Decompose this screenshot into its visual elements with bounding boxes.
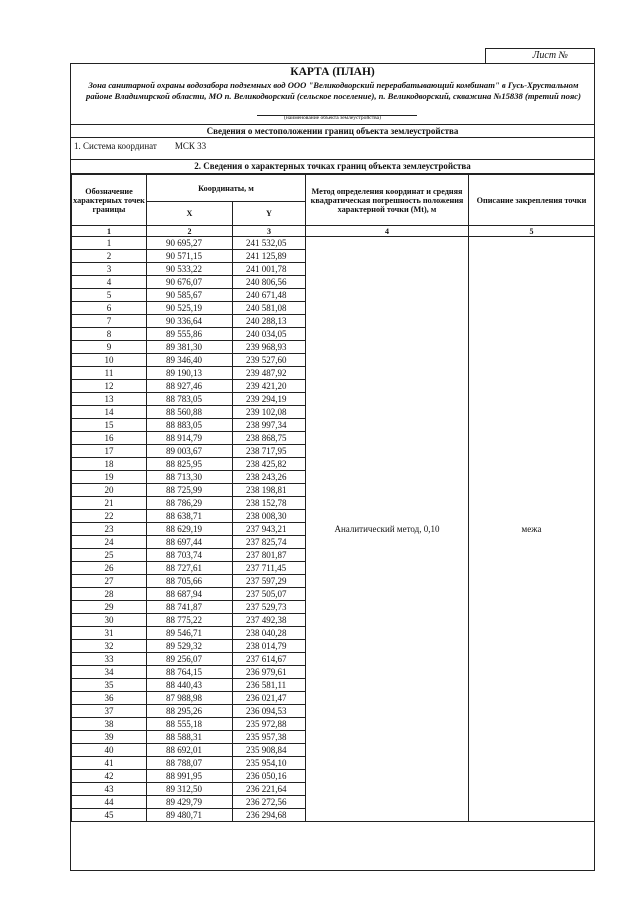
y-coordinate: 236 221,64 — [233, 783, 306, 796]
x-coordinate: 87 988,98 — [147, 692, 233, 705]
table-row — [72, 237, 595, 250]
fixing-cell: межа — [469, 237, 595, 822]
point-number: 26 — [72, 562, 147, 575]
x-coordinate: 88 692,01 — [147, 744, 233, 757]
x-coordinate: 89 429,79 — [147, 796, 233, 809]
point-number: 9 — [72, 341, 147, 354]
column-number: 4 — [306, 226, 469, 237]
point-number: 2 — [72, 250, 147, 263]
y-coordinate: 236 581,11 — [233, 679, 306, 692]
point-number: 25 — [72, 549, 147, 562]
point-number: 20 — [72, 484, 147, 497]
section1-heading: Сведения о местоположении границ объекта землеустройства — [71, 124, 594, 138]
point-number: 16 — [72, 432, 147, 445]
x-coordinate: 89 529,32 — [147, 640, 233, 653]
y-coordinate: 239 421,20 — [233, 380, 306, 393]
y-coordinate: 237 801,87 — [233, 549, 306, 562]
point-number: 22 — [72, 510, 147, 523]
x-coordinate: 88 825,95 — [147, 458, 233, 471]
point-number: 32 — [72, 640, 147, 653]
y-coordinate: 236 979,61 — [233, 666, 306, 679]
x-coordinate: 89 003,67 — [147, 445, 233, 458]
x-coordinate: 88 725,99 — [147, 484, 233, 497]
x-coordinate: 88 560,88 — [147, 406, 233, 419]
header-fixing: Описание закрепления точки — [469, 175, 595, 226]
point-number: 5 — [72, 289, 147, 302]
point-number: 11 — [72, 367, 147, 380]
point-number: 19 — [72, 471, 147, 484]
coord-system-value: МСК 33 — [174, 141, 207, 151]
point-number: 28 — [72, 588, 147, 601]
y-coordinate: 237 597,29 — [233, 575, 306, 588]
section2-heading: 2. Сведения о характерных точках границ объекта землеустройства — [71, 159, 594, 174]
point-number: 29 — [72, 601, 147, 614]
y-coordinate: 235 957,38 — [233, 731, 306, 744]
points-table-body — [72, 237, 595, 822]
coordinate-system — [74, 141, 206, 151]
y-coordinate: 237 505,07 — [233, 588, 306, 601]
point-number: 41 — [72, 757, 147, 770]
header-y: Y — [233, 202, 306, 226]
y-coordinate: 237 492,38 — [233, 614, 306, 627]
y-coordinate: 238 198,81 — [233, 484, 306, 497]
x-coordinate: 88 555,18 — [147, 718, 233, 731]
x-coordinate: 88 638,71 — [147, 510, 233, 523]
x-coordinate: 88 697,44 — [147, 536, 233, 549]
y-coordinate: 238 152,78 — [233, 497, 306, 510]
column-number: 5 — [469, 226, 595, 237]
y-coordinate: 239 527,60 — [233, 354, 306, 367]
x-coordinate: 88 703,74 — [147, 549, 233, 562]
x-coordinate: 90 695,27 — [147, 237, 233, 250]
x-coordinate: 90 676,07 — [147, 276, 233, 289]
point-number: 17 — [72, 445, 147, 458]
y-coordinate: 239 968,93 — [233, 341, 306, 354]
y-coordinate: 240 034,05 — [233, 328, 306, 341]
x-coordinate: 88 629,19 — [147, 523, 233, 536]
point-number: 24 — [72, 536, 147, 549]
y-coordinate: 240 288,13 — [233, 315, 306, 328]
point-number: 12 — [72, 380, 147, 393]
y-coordinate: 235 954,10 — [233, 757, 306, 770]
y-coordinate: 236 272,56 — [233, 796, 306, 809]
y-coordinate: 239 487,92 — [233, 367, 306, 380]
point-number: 8 — [72, 328, 147, 341]
y-coordinate: 235 972,88 — [233, 718, 306, 731]
document-title: КАРТА (ПЛАН) — [290, 66, 375, 78]
point-number: 39 — [72, 731, 147, 744]
point-number: 13 — [72, 393, 147, 406]
x-coordinate: 88 883,05 — [147, 419, 233, 432]
point-number: 45 — [72, 809, 147, 822]
method-cell: Аналитический метод, 0,10 — [306, 237, 469, 822]
points-table — [71, 174, 595, 822]
x-coordinate: 89 546,71 — [147, 627, 233, 640]
y-coordinate: 239 102,08 — [233, 406, 306, 419]
point-number: 7 — [72, 315, 147, 328]
object-name-caption: (наименование объекта землеустройства) — [284, 115, 381, 121]
x-coordinate: 88 927,46 — [147, 380, 233, 393]
x-coordinate: 88 991,95 — [147, 770, 233, 783]
x-coordinate: 88 764,15 — [147, 666, 233, 679]
point-number: 40 — [72, 744, 147, 757]
y-coordinate: 238 008,30 — [233, 510, 306, 523]
header-point: Обозначение характерных точек границы — [72, 175, 147, 226]
point-number: 31 — [72, 627, 147, 640]
x-coordinate: 88 705,66 — [147, 575, 233, 588]
point-number: 44 — [72, 796, 147, 809]
point-number: 4 — [72, 276, 147, 289]
x-coordinate: 89 312,50 — [147, 783, 233, 796]
x-coordinate: 88 783,05 — [147, 393, 233, 406]
x-coordinate: 88 788,07 — [147, 757, 233, 770]
y-coordinate: 236 294,68 — [233, 809, 306, 822]
x-coordinate: 89 346,40 — [147, 354, 233, 367]
column-number: 2 — [147, 226, 233, 237]
x-coordinate: 90 525,19 — [147, 302, 233, 315]
point-number: 14 — [72, 406, 147, 419]
point-number: 3 — [72, 263, 147, 276]
point-number: 36 — [72, 692, 147, 705]
point-number: 6 — [72, 302, 147, 315]
document-frame — [70, 63, 595, 871]
y-coordinate: 238 868,75 — [233, 432, 306, 445]
x-coordinate: 89 555,86 — [147, 328, 233, 341]
x-coordinate: 88 741,87 — [147, 601, 233, 614]
y-coordinate: 241 532,05 — [233, 237, 306, 250]
y-coordinate: 238 717,95 — [233, 445, 306, 458]
object-name: Зона санитарной охраны водозабора подземных вод ООО "Великодворский перерабатывающий комбинат" в Гусь-Хрустальном районе Владимирской области, МО п. Великодворский (сельское поселение), п. Великодворский, скважина №15838 (третий пояс) — [86, 80, 581, 101]
x-coordinate: 88 914,79 — [147, 432, 233, 445]
x-coordinate: 90 571,15 — [147, 250, 233, 263]
x-coordinate: 88 588,31 — [147, 731, 233, 744]
x-coordinate: 89 256,07 — [147, 653, 233, 666]
y-coordinate: 238 425,82 — [233, 458, 306, 471]
x-coordinate: 88 687,94 — [147, 588, 233, 601]
y-coordinate: 241 001,78 — [233, 263, 306, 276]
x-coordinate: 88 786,29 — [147, 497, 233, 510]
y-coordinate: 236 021,47 — [233, 692, 306, 705]
point-number: 38 — [72, 718, 147, 731]
point-number: 30 — [72, 614, 147, 627]
y-coordinate: 235 908,84 — [233, 744, 306, 757]
y-coordinate: 236 094,53 — [233, 705, 306, 718]
y-coordinate: 240 671,48 — [233, 289, 306, 302]
x-coordinate: 90 336,64 — [147, 315, 233, 328]
y-coordinate: 239 294,19 — [233, 393, 306, 406]
y-coordinate: 237 711,45 — [233, 562, 306, 575]
x-coordinate: 88 295,26 — [147, 705, 233, 718]
point-number: 10 — [72, 354, 147, 367]
x-coordinate: 89 480,71 — [147, 809, 233, 822]
header-x: X — [147, 202, 233, 226]
header-method: Метод определения координат и средняя квадратическая погрешность положения характерной точки (Mt), м — [306, 175, 469, 226]
y-coordinate: 238 040,28 — [233, 627, 306, 640]
point-number: 1 — [72, 237, 147, 250]
point-number: 18 — [72, 458, 147, 471]
y-coordinate: 238 014,79 — [233, 640, 306, 653]
point-number: 34 — [72, 666, 147, 679]
y-coordinate: 237 943,21 — [233, 523, 306, 536]
point-number: 37 — [72, 705, 147, 718]
x-coordinate: 90 533,22 — [147, 263, 233, 276]
x-coordinate: 88 727,61 — [147, 562, 233, 575]
y-coordinate: 240 581,08 — [233, 302, 306, 315]
x-coordinate: 89 190,13 — [147, 367, 233, 380]
point-number: 33 — [72, 653, 147, 666]
y-coordinate: 241 125,89 — [233, 250, 306, 263]
point-number: 23 — [72, 523, 147, 536]
x-coordinate: 89 381,30 — [147, 341, 233, 354]
point-number: 43 — [72, 783, 147, 796]
point-number: 42 — [72, 770, 147, 783]
y-coordinate: 240 806,56 — [233, 276, 306, 289]
x-coordinate: 90 585,67 — [147, 289, 233, 302]
point-number: 15 — [72, 419, 147, 432]
column-number: 3 — [233, 226, 306, 237]
x-coordinate: 88 775,22 — [147, 614, 233, 627]
coord-system-label: 1. Система координат — [74, 141, 157, 151]
x-coordinate: 88 713,30 — [147, 471, 233, 484]
header-coords: Координаты, м — [147, 175, 306, 202]
y-coordinate: 238 243,26 — [233, 471, 306, 484]
point-number: 35 — [72, 679, 147, 692]
point-number: 27 — [72, 575, 147, 588]
column-number: 1 — [72, 226, 147, 237]
y-coordinate: 237 825,74 — [233, 536, 306, 549]
y-coordinate: 237 529,73 — [233, 601, 306, 614]
y-coordinate: 237 614,67 — [233, 653, 306, 666]
y-coordinate: 236 050,16 — [233, 770, 306, 783]
y-coordinate: 238 997,34 — [233, 419, 306, 432]
x-coordinate: 88 440,43 — [147, 679, 233, 692]
point-number: 21 — [72, 497, 147, 510]
sheet-number-box: Лист № — [485, 48, 595, 64]
